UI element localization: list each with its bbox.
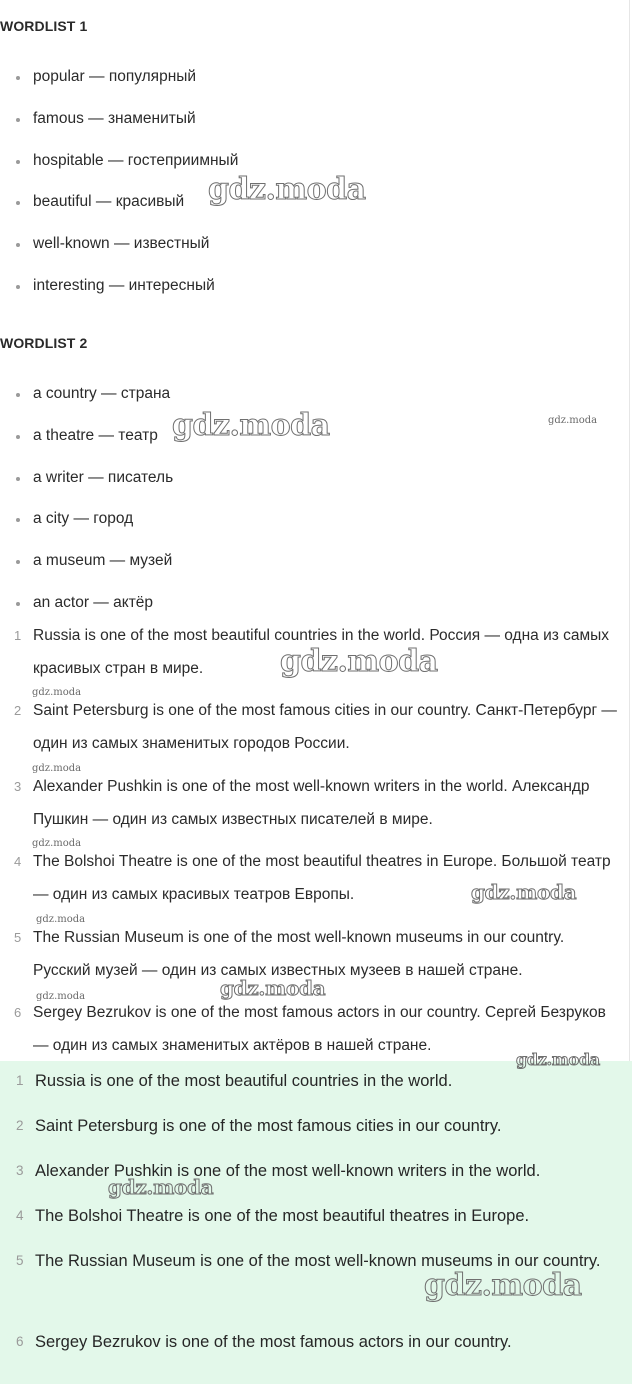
list-item bbox=[0, 619, 632, 694]
item-number: 4 bbox=[14, 854, 22, 870]
item-text: The Bolshoi Theatre is one of the most beautiful theatres in Europe. Большой театр — один из самых красивых театров Европы. bbox=[33, 853, 611, 904]
bullet-icon bbox=[16, 560, 20, 564]
item-text: The Russian Museum is one of the most well-known museums in our country. bbox=[35, 1252, 601, 1270]
bullet-icon bbox=[16, 76, 20, 80]
item-number: 1 bbox=[16, 1073, 24, 1088]
item-text: Sergey Bezrukov is one of the most famous actors in our country. bbox=[35, 1333, 512, 1351]
item-number: 5 bbox=[16, 1253, 24, 1268]
watermark: gdz.moda bbox=[516, 1050, 600, 1069]
watermark: gdz.moda bbox=[172, 408, 330, 443]
watermark: gdz.moda bbox=[471, 880, 577, 904]
item-number: 3 bbox=[14, 778, 22, 794]
answer-box bbox=[0, 1061, 632, 1384]
item-number: 6 bbox=[14, 1004, 22, 1020]
bullet-icon bbox=[16, 477, 20, 481]
wordlist2-heading: WORDLIST 2 bbox=[0, 335, 88, 351]
item-number: 6 bbox=[16, 1334, 24, 1349]
item-number: 1 bbox=[14, 628, 22, 643]
wordlist1-heading: WORDLIST 1 bbox=[0, 18, 88, 34]
item-text: Alexander Pushkin is one of the most well-known writers in the world. bbox=[35, 1162, 541, 1180]
item-text: The Russian Museum is one of the most well-known museums in our country. Русский музей — один из самых известных музеев в нашей стране. bbox=[33, 928, 565, 979]
bullet-icon bbox=[16, 602, 20, 606]
list-item bbox=[0, 694, 632, 769]
bullet-icon bbox=[16, 435, 20, 439]
item-text: Russia is one of the most beautiful countries in the world. Россия — одна из самых красивых стран в мире. bbox=[33, 627, 610, 677]
watermark: gdz.moda bbox=[548, 415, 598, 426]
translation-list bbox=[0, 619, 632, 1071]
item-text: Saint Petersburg is one of the most famous cities in our country. Санкт-Петербург — один из самых знаменитых городов России. bbox=[33, 702, 617, 753]
list-item bbox=[0, 770, 632, 845]
watermark: gdz.moda bbox=[32, 687, 82, 698]
watermark: gdz.moda bbox=[36, 914, 86, 925]
watermark: gdz.moda bbox=[36, 991, 86, 1002]
item-text: The Bolshoi Theatre is one of the most beautiful theatres in Europe. bbox=[35, 1207, 530, 1225]
item-number: 2 bbox=[14, 703, 22, 719]
watermark: gdz.moda bbox=[32, 838, 82, 849]
bullet-icon bbox=[16, 285, 20, 289]
item-text: Saint Petersburg is one of the most famous cities in our country. bbox=[35, 1117, 502, 1135]
bullet-icon bbox=[16, 393, 20, 397]
bullet-icon bbox=[16, 243, 20, 247]
item-number: 3 bbox=[16, 1163, 24, 1178]
list-item bbox=[0, 845, 632, 920]
watermark: gdz.moda bbox=[220, 976, 326, 1000]
bullet-icon bbox=[16, 201, 20, 205]
bullet-icon bbox=[16, 160, 20, 164]
item-number: 4 bbox=[16, 1208, 24, 1223]
watermark: gdz.moda bbox=[280, 644, 438, 679]
list-item bbox=[0, 921, 632, 996]
watermark: gdz.moda bbox=[208, 172, 366, 207]
item-text: Alexander Pushkin is one of the most well-known writers in the world. Александр Пушкин — один из самых известных писателей в мире. bbox=[33, 777, 590, 828]
item-text: Sergey Bezrukov is one of the most famous actors in our country. Сергей Безруков — один из самых знаменитых актёров в нашей стране. bbox=[33, 1003, 606, 1054]
item-number: 5 bbox=[14, 929, 22, 945]
bullet-icon bbox=[16, 118, 20, 122]
item-number: 2 bbox=[16, 1118, 24, 1133]
watermark: gdz.moda bbox=[32, 763, 82, 774]
bullet-icon bbox=[16, 518, 20, 522]
item-text: Russia is one of the most beautiful countries in the world. bbox=[35, 1072, 453, 1090]
